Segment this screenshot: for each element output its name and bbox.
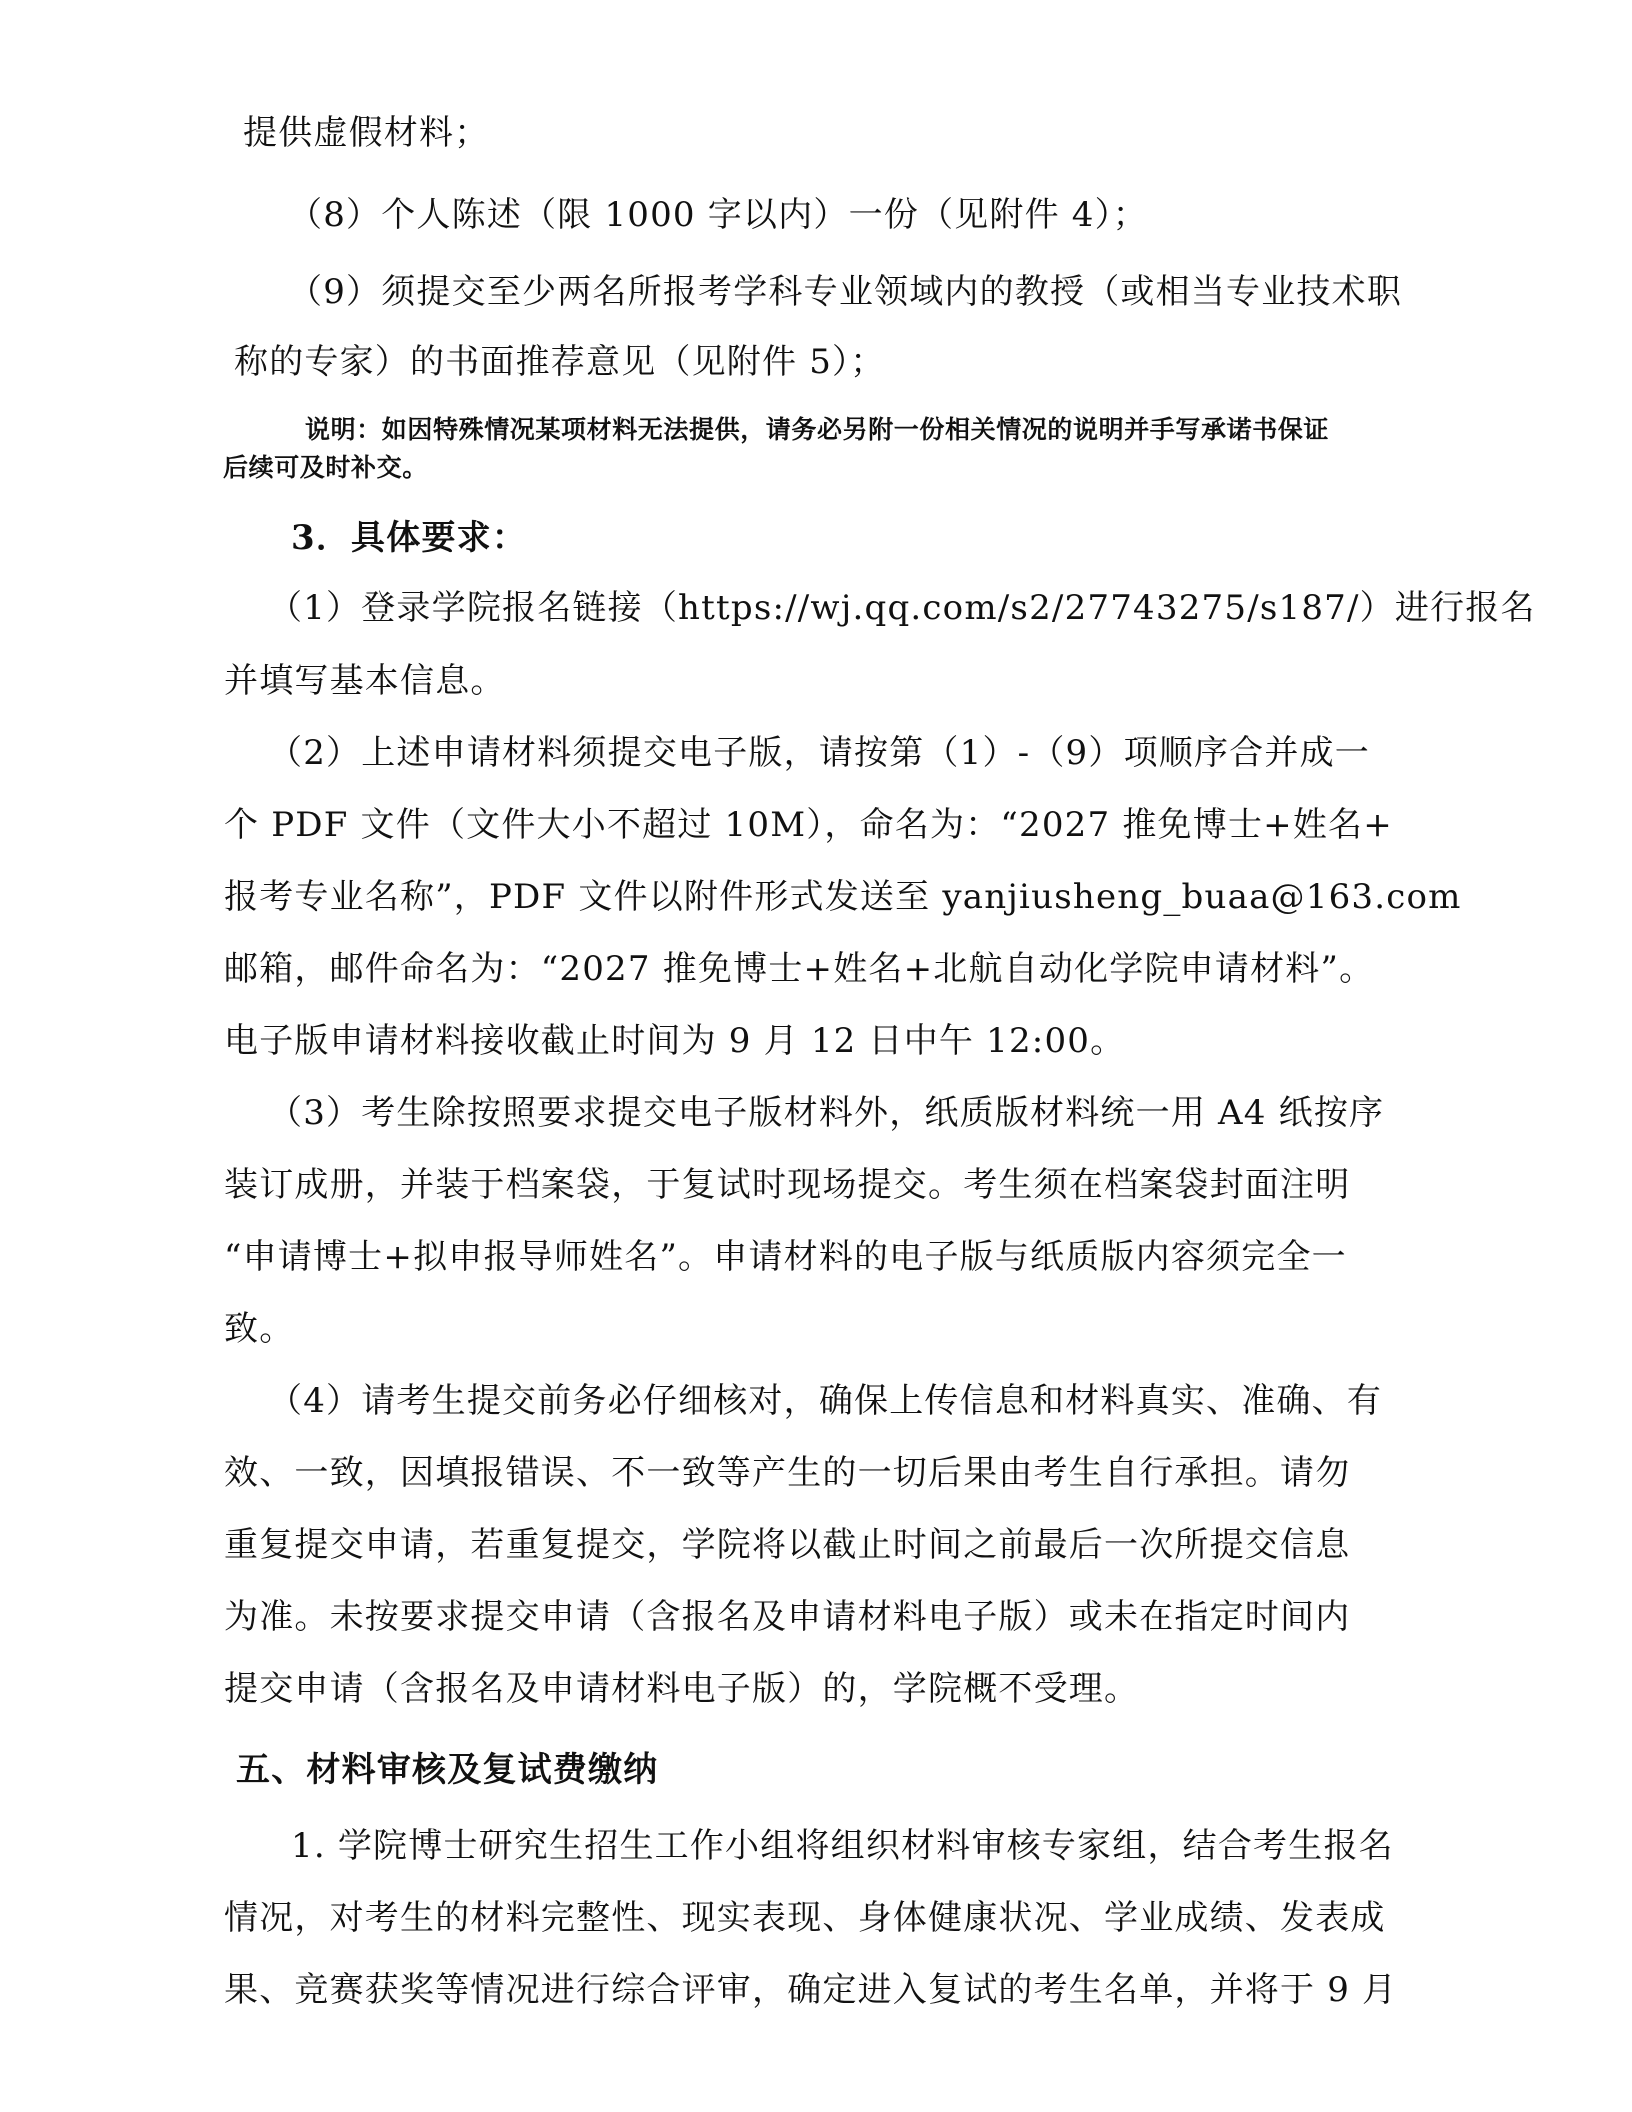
text-line: 并填写基本信息。 — [224, 661, 506, 701]
text-line: 报考专业名称”，PDF 文件以附件形式发送至 yanjiusheng_buaa@163.com — [224, 877, 1462, 917]
text-line: 果、竞赛获奖等情况进行综合评审，确定进入复试的考生名单，并将于 9 月 — [224, 1970, 1398, 2010]
text-line: 致。 — [224, 1309, 295, 1349]
text-line: （2）上述申请材料须提交电子版，请按第（1）-（9）项顺序合并成一 — [268, 733, 1370, 773]
text-line: 提供虚假材料； — [243, 113, 490, 153]
text-line: 重复提交申请，若重复提交，学院将以截止时间之前最后一次所提交信息 — [224, 1525, 1351, 1565]
section-heading: 五、材料审核及复试费缴纳 — [236, 1750, 659, 1790]
text-line: （3）考生除按照要求提交电子版材料外，纸质版材料统一用 A4 纸按序 — [268, 1093, 1385, 1133]
text-line: 情况，对考生的材料完整性、现实表现、身体健康状况、学业成绩、发表成 — [224, 1898, 1386, 1938]
text-line: 个 PDF 文件（文件大小不超过 10M），命名为：“2027 推免博士+姓名+ — [224, 805, 1393, 845]
note-text: 说明：如因特殊情况某项材料无法提供，请务必另附一份相关情况的说明并手写承诺书保证 — [305, 415, 1330, 444]
text-line: （1）登录学院报名链接（https://wj.qq.com/s2/27743275/s187/）进行报名 — [268, 588, 1536, 628]
text-line: 效、一致，因填报错误、不一致等产生的一切后果由考生自行承担。请勿 — [224, 1453, 1351, 1493]
text-line: 装订成册，并装于档案袋，于复试时现场提交。考生须在档案袋封面注明 — [224, 1165, 1351, 1205]
text-line: 1. 学院博士研究生招生工作小组将组织材料审核专家组，结合考生报名 — [291, 1826, 1394, 1866]
text-line: “申请博士+拟申报导师姓名”。申请材料的电子版与纸质版内容须完全一 — [224, 1237, 1347, 1277]
text-line: 提交申请（含报名及申请材料电子版）的，学院概不受理。 — [224, 1669, 1140, 1709]
text-line: （9）须提交至少两名所报考学科专业领域内的教授（或相当专业技术职 — [288, 272, 1403, 312]
text-line: 为准。未按要求提交申请（含报名及申请材料电子版）或未在指定时间内 — [224, 1597, 1351, 1637]
text-line: 电子版申请材料接收截止时间为 9 月 12 日中午 12:00。 — [224, 1021, 1126, 1061]
subsection-heading: 3．具体要求： — [291, 518, 528, 558]
text-line: 称的专家）的书面推荐意见（见附件 5）； — [234, 342, 886, 382]
text-line: （8）个人陈述（限 1000 字以内）一份（见附件 4）； — [288, 195, 1149, 235]
text-line: 邮箱，邮件命名为：“2027 推免博士+姓名+北航自动化学院申请材料”。 — [224, 949, 1375, 989]
text-line: （4）请考生提交前务必仔细核对，确保上传信息和材料真实、准确、有 — [268, 1381, 1383, 1421]
note-text: 后续可及时补交。 — [223, 453, 428, 482]
